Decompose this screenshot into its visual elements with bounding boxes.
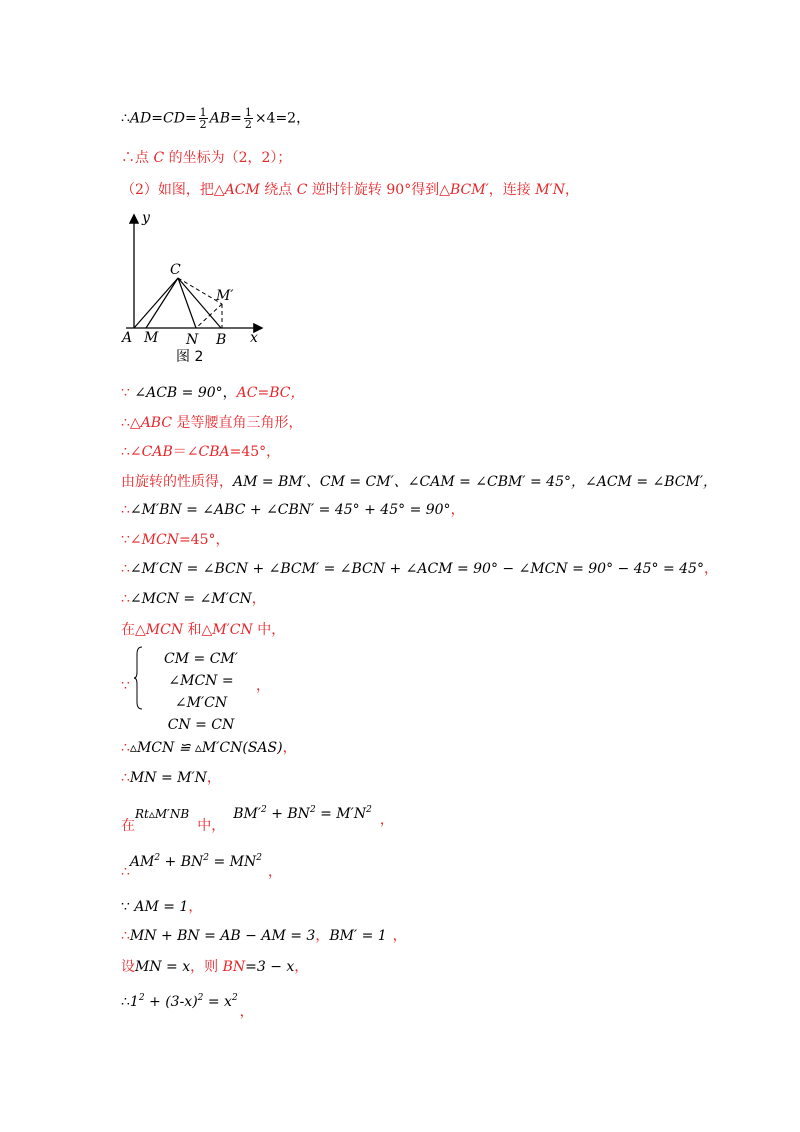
math-text: MCN — [145, 622, 184, 638]
math-text: C — [153, 150, 165, 166]
math-text: ABC — [140, 415, 173, 431]
text: 在△ — [121, 622, 146, 638]
math-text: AM = BM′、CM = CM′、∠CAM = ∠CBM′ = 45°，∠ACM = ∠BCM′， — [233, 474, 718, 490]
therefore-symbol: ∴ — [121, 561, 130, 577]
math-text: MCN — [141, 532, 179, 548]
text: 逆时针旋转 90°得到△ — [307, 182, 450, 198]
line-mn-bn-sum — [121, 926, 407, 946]
therefore-symbol: ∴ — [121, 740, 130, 756]
math-text: ∠ACB = 90° — [134, 385, 223, 401]
math-text: =3 − x — [245, 959, 295, 975]
line-pythagoras — [121, 850, 282, 880]
punctuation: ， — [703, 561, 718, 577]
line-part2-intro — [121, 180, 579, 200]
text: 中， — [252, 622, 286, 638]
punctuation: ， — [222, 385, 237, 401]
punctuation: ， — [450, 502, 465, 518]
point-label-n: N — [186, 332, 199, 348]
because-symbol: ∵ — [121, 385, 130, 401]
math-text: + BN — [160, 854, 204, 870]
math-text: MN + BN = AB − AM = 3 — [129, 928, 316, 944]
math-text: = x — [203, 994, 232, 1010]
text: 和△ — [183, 622, 213, 638]
point-label-c: C — [170, 262, 181, 278]
x-axis-label: x — [250, 330, 258, 346]
because-symbol: ∵ — [121, 678, 130, 694]
math-text: CBA — [198, 444, 230, 460]
therefore-symbol: ∴ — [121, 928, 130, 944]
text: 由旋转的性质得， — [121, 474, 233, 490]
math-text: ×4=2， — [254, 110, 311, 127]
math-expression — [130, 994, 238, 1010]
punctuation: ， — [315, 928, 330, 944]
therefore-symbol: ∴ — [121, 110, 130, 127]
fraction-denominator: 2 — [244, 118, 252, 131]
superscript: 2 — [366, 805, 372, 815]
math-text: BM′ = 1 — [329, 928, 387, 944]
therefore-symbol: ∴ — [121, 864, 130, 880]
segment-cn — [178, 278, 196, 328]
math-text: MN = M′N — [129, 770, 207, 786]
math-text: AB — [209, 110, 231, 127]
superscript: 2 — [197, 993, 204, 1003]
punctuation: ， — [256, 678, 270, 694]
math-text: ∠M′CN = ∠BCN + ∠BCM′ = ∠BCN + ∠ACM = 90° − ∠MCN = 90° − 45° = 45° — [129, 561, 704, 577]
text: =45°， — [229, 444, 281, 460]
line-rotation-property — [121, 472, 717, 492]
text: 绕点 — [259, 182, 297, 198]
text: （2）如图，把△ — [121, 182, 225, 198]
segment-cm — [146, 278, 178, 328]
math-text: AD — [129, 110, 152, 127]
line-congruent — [121, 738, 297, 758]
because-symbol: ∵ — [121, 899, 135, 915]
superscript: 2 — [154, 853, 161, 863]
text: 的坐标为（2，2）； — [164, 150, 292, 166]
left-brace — [133, 646, 143, 710]
therefore-symbol: ∴ — [121, 502, 130, 518]
superscript: 2 — [138, 993, 145, 1003]
line-angle-mcn — [121, 530, 229, 550]
segment-ac — [134, 278, 178, 328]
math-text: BCM′ — [449, 182, 489, 198]
line-angle-mbn — [121, 500, 465, 520]
math-text: 1 — [129, 994, 139, 1010]
point-label-m-prime: M′ — [216, 288, 234, 304]
line-angles-equal — [121, 589, 266, 609]
text: =45°， — [178, 532, 230, 548]
fraction — [199, 107, 208, 130]
text: 设 — [121, 959, 135, 975]
system-row: CN = CN — [167, 717, 235, 733]
line-cab-cba — [121, 442, 280, 462]
superscript: 2 — [231, 993, 238, 1003]
fraction-numerator: 1 — [199, 106, 207, 119]
figure-caption: 图 2 — [176, 349, 204, 365]
math-text: ACM — [224, 182, 260, 198]
punctuation: ， — [379, 812, 394, 828]
text: 是等腰直角三角形， — [172, 415, 303, 431]
math-text: + (3-x) — [144, 994, 198, 1010]
line-mn-equal — [121, 768, 221, 788]
text: ∴∠ — [121, 444, 142, 460]
math-text: AM = 1 — [134, 899, 189, 915]
math-text: Rt▵M′NB — [135, 807, 190, 821]
line-let-mn-x — [121, 957, 308, 977]
line-isosceles — [121, 413, 303, 433]
math-text: = — [230, 110, 242, 127]
punctuation: ， — [392, 928, 407, 944]
math-text: = — [184, 110, 197, 127]
superscript: 2 — [256, 853, 262, 863]
math-text: AC=BC， — [236, 385, 305, 401]
text: ∵∠ — [121, 532, 142, 548]
fraction — [244, 107, 253, 130]
point-label-a: A — [122, 330, 133, 346]
line-triangles-intro — [121, 620, 285, 640]
line-angle-acb — [121, 383, 304, 403]
y-axis-label: y — [142, 210, 150, 226]
point-label-m: M — [144, 330, 159, 346]
text: ，连接 — [488, 182, 536, 198]
math-text: MN = x — [135, 959, 191, 975]
text: ，则 — [190, 959, 223, 975]
text: ＝∠ — [172, 444, 199, 460]
punctuation: ， — [267, 864, 282, 880]
math-text: = M′N — [315, 806, 367, 822]
therefore-symbol: ∴ — [121, 770, 130, 786]
text: ， — [564, 182, 579, 198]
text: ∴点 — [121, 150, 154, 166]
superscript: 2 — [203, 853, 210, 863]
text: 在 — [121, 818, 135, 834]
punctuation: ， — [251, 591, 266, 607]
line-equation — [121, 988, 254, 1018]
math-text: BM′ — [233, 806, 262, 822]
math-text: ▵MCN ≌ ▵M′CN(SAS) — [129, 740, 283, 756]
line-am-value — [121, 897, 202, 917]
math-text: + BN — [266, 806, 310, 822]
math-text: M′N — [535, 182, 565, 198]
math-text: CAB — [141, 444, 173, 460]
math-text: ∠MCN = ∠M′CN — [129, 591, 252, 607]
point-label-b: B — [216, 332, 227, 348]
fraction-numerator: 1 — [244, 106, 252, 119]
math-text: C — [296, 182, 308, 198]
punctuation: ， — [206, 770, 221, 786]
math-expression — [233, 806, 372, 822]
line-ad-cd — [121, 107, 310, 130]
equation-system — [146, 648, 256, 736]
superscript: 2 — [309, 805, 316, 815]
line-angle-mcn-prime — [121, 559, 718, 579]
system-row: ∠MCN = ∠M′CN — [168, 673, 234, 711]
math-text: AM — [129, 854, 155, 870]
text: ∴△ — [121, 415, 141, 431]
math-text: = MN — [209, 854, 257, 870]
line-rt-triangle — [121, 806, 394, 836]
therefore-symbol: ∴ — [121, 994, 130, 1010]
punctuation: ， — [188, 899, 203, 915]
punctuation: ， — [282, 740, 297, 756]
math-text: BN — [222, 959, 246, 975]
line-c-coordinate — [121, 148, 291, 168]
math-expression — [130, 854, 262, 870]
text: 中， — [197, 818, 226, 834]
system-row: CM = CM′ — [164, 651, 238, 667]
punctuation: ， — [294, 959, 309, 975]
math-text: CD — [163, 110, 185, 127]
fraction-denominator: 2 — [199, 118, 207, 131]
geometry-figure — [116, 208, 276, 368]
segment-cb — [178, 278, 221, 328]
math-text: ∠M′BN = ∠ABC + ∠CBN′ = 45° + 45° = 90° — [129, 502, 451, 518]
math-text: M′CN — [212, 622, 253, 638]
punctuation: ， — [239, 1004, 254, 1020]
superscript: 2 — [261, 805, 267, 815]
math-text: = — [151, 110, 163, 127]
therefore-symbol: ∴ — [121, 591, 130, 607]
